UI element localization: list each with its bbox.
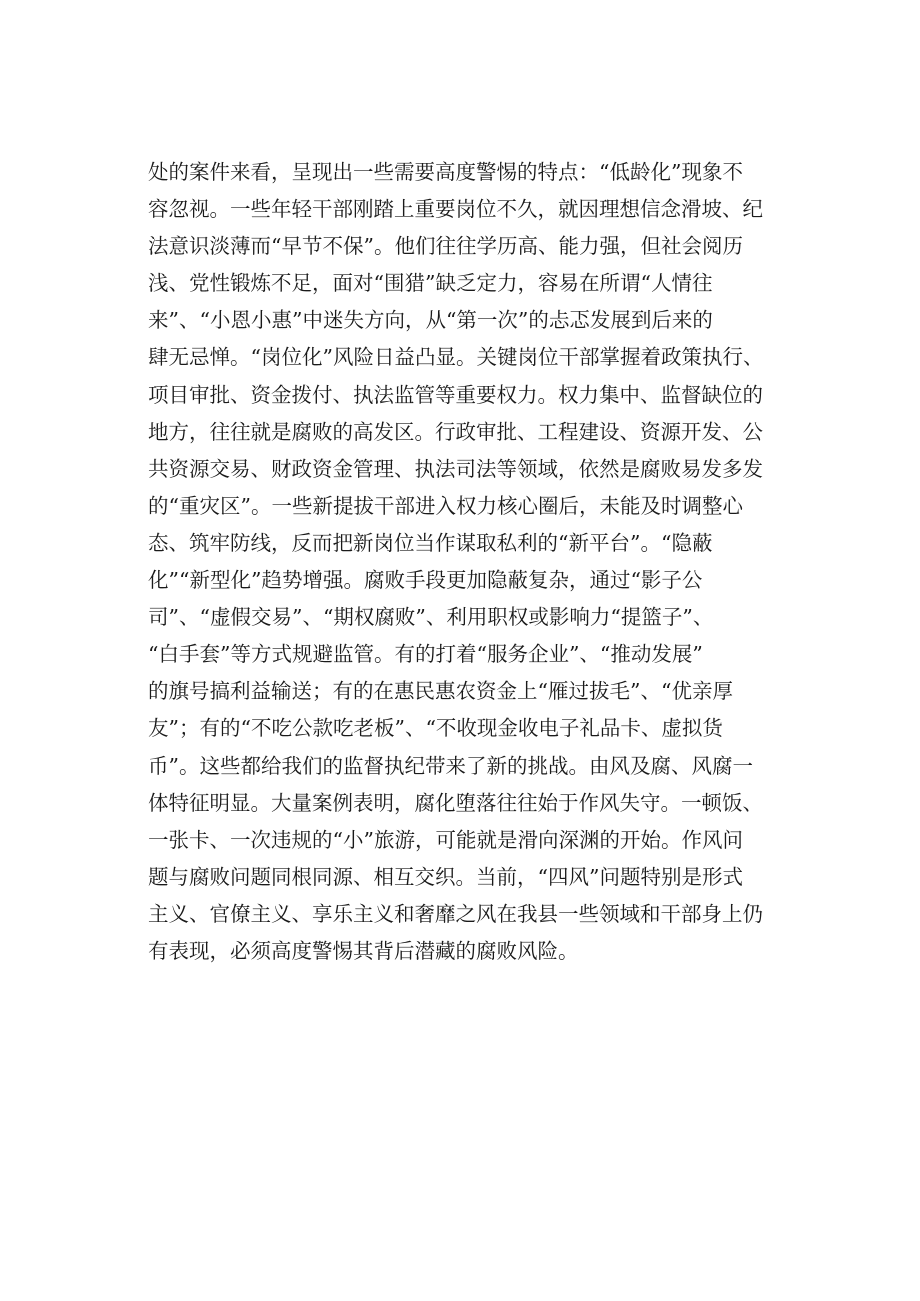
text-line-1: 处的案件来看，呈现出一些需要高度警惕的特点：“低龄化”现象不 <box>148 160 743 184</box>
text-line-17: 币”。这些都给我们的监督执纪带来了新的挑战。由风及腐、风腐一 <box>148 753 753 778</box>
text-line-3: 法意识淡薄而“早节不保”。他们往往学历高、能力强，但社会阅历 <box>148 234 743 259</box>
text-line-13: 司”、“虚假交易”、“期权腐败”、利用职权或影响力“提篮子”、 <box>148 605 714 630</box>
text-line-4: 浅、党性锻炼不足，面对“围猎”缺乏定力，容易在所谓“人情往 <box>148 271 713 296</box>
text-line-19: 一张卡、一次违规的“小”旅游，可能就是滑向深渊的开始。作风问 <box>148 827 743 852</box>
text-line-11: 态、筑牢防线，反而把新岗位当作谋取私利的“新平台”。“隐蔽 <box>148 530 713 555</box>
text-line-18: 体特征明显。大量案例表明，腐化堕落往往始于作风失守。一顿饭、 <box>148 790 763 815</box>
text-line-6: 肆无忌惮。“岗位化”风险日益凸显。关键岗位干部掌握着政策执行、 <box>148 345 764 370</box>
text-line-14: “白手套”等方式规避监管。有的打着“服务企业”、“推动发展” <box>148 642 703 667</box>
text-line-22: 有表现，必须高度警惕其背后潜藏的腐败风险。 <box>148 938 579 963</box>
text-line-2: 容忽视。一些年轻干部刚踏上重要岗位不久，就因理想信念滑坡、纪 <box>148 197 763 222</box>
text-line-7: 项目审批、资金拨付、执法监管等重要权力。权力集中、监督缺位的 <box>148 382 763 407</box>
text-line-10: 的“重灾区”。一些新提拔干部进入权力核心圈后，未能及时调整心 <box>148 493 743 518</box>
text-line-20: 题与腐败问题同根同源、相互交织。当前，“四风”问题特别是形式 <box>148 864 743 889</box>
text-line-9: 共资源交易、财政资金管理、执法司法等领域，依然是腐败易发多发 <box>148 456 763 481</box>
text-line-5: 来”、“小恩小惠”中迷失方向，从“第一次”的忐忑发展到后来的 <box>148 308 713 333</box>
text-line-12: 化”“新型化”趋势增强。腐败手段更加隐蔽复杂，通过“影子公 <box>148 568 703 593</box>
text-line-15: 的旗号搞利益输送；有的在惠民惠农资金上“雁过拔毛”、“优亲厚 <box>148 679 733 704</box>
text-line-8: 地方，往往就是腐败的高发区。行政审批、工程建设、资源开发、公 <box>148 419 763 444</box>
body-paragraph <box>148 154 828 970</box>
text-line-16: 友”；有的“不吃公款吃老板”、“不收现金收电子礼品卡、虚拟货 <box>148 716 723 741</box>
text-line-21: 主义、官僚主义、享乐主义和奢靡之风在我县一些领域和干部身上仍 <box>148 901 763 926</box>
